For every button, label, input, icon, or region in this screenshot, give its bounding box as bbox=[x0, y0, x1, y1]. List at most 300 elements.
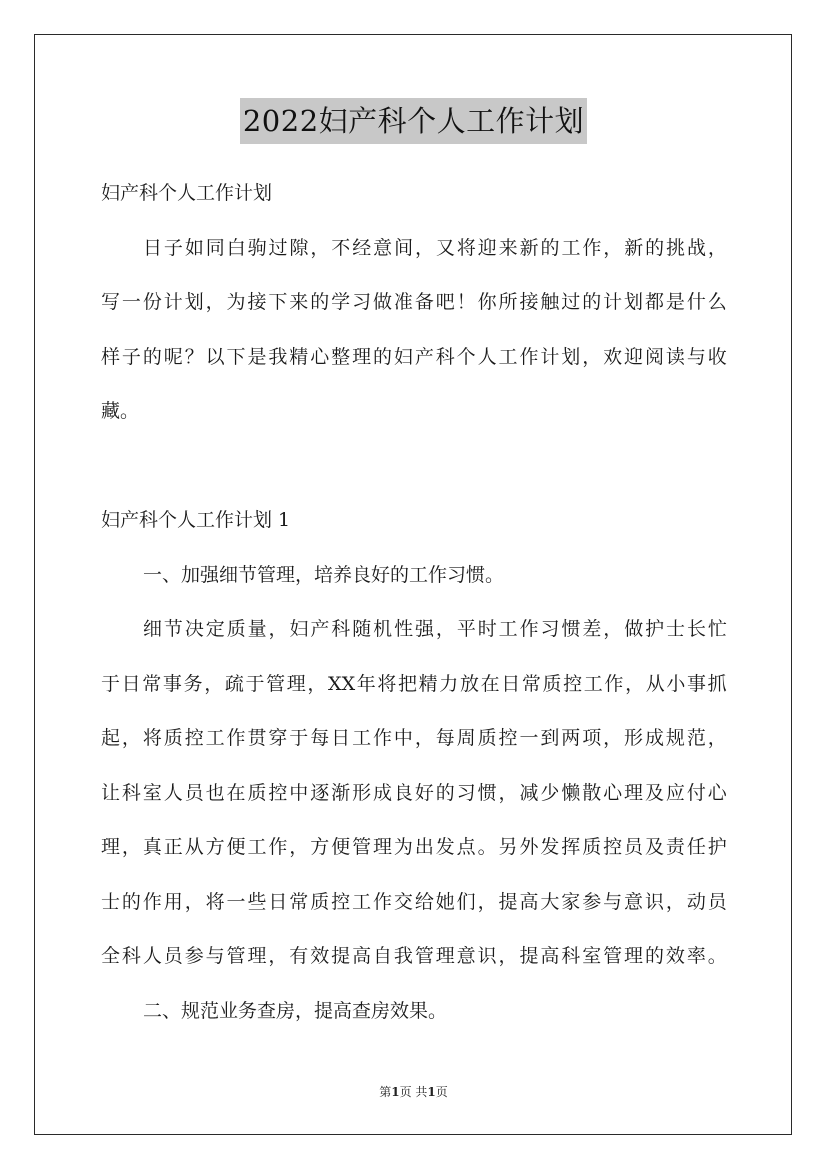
glyph: 下 bbox=[268, 291, 288, 313]
glyph: 责 bbox=[665, 836, 685, 858]
glyph: 作 bbox=[226, 727, 246, 749]
glyph: 是 bbox=[247, 345, 267, 368]
glyph: 学 bbox=[331, 291, 351, 313]
glyph: 作 bbox=[604, 672, 624, 695]
footer-page-number: 1 bbox=[391, 1085, 400, 1099]
glyph: ， bbox=[603, 618, 623, 640]
glyph: 识 bbox=[644, 890, 664, 913]
glyph: 室 bbox=[582, 945, 602, 967]
glyph: 护 bbox=[707, 836, 727, 858]
glyph: 与 bbox=[603, 890, 623, 913]
glyph: 于 bbox=[101, 672, 121, 695]
glyph: 放 bbox=[459, 672, 479, 695]
glyph: 的 bbox=[645, 236, 665, 259]
glyph: 。 bbox=[477, 836, 497, 858]
glyph: 驹 bbox=[247, 236, 267, 259]
glyph: 长 bbox=[686, 618, 706, 640]
glyph: 计 bbox=[540, 345, 560, 368]
glyph: 准 bbox=[393, 291, 413, 313]
glyph: 划 bbox=[561, 345, 581, 368]
glyph: 下 bbox=[226, 345, 246, 368]
glyph: ？ bbox=[184, 345, 204, 368]
glyph: 常 bbox=[142, 672, 162, 695]
glyph: 子 bbox=[121, 345, 141, 368]
glyph: ， bbox=[205, 291, 225, 313]
glyph: 于 bbox=[289, 727, 309, 749]
glyph: 心 bbox=[603, 781, 623, 804]
glyph: 们 bbox=[456, 890, 476, 913]
footer-suffix: 页 bbox=[435, 1085, 448, 1099]
glyph: 工 bbox=[561, 236, 581, 259]
glyph: 样 bbox=[101, 345, 121, 368]
glyph: 精 bbox=[289, 345, 309, 368]
glyph: 心 bbox=[707, 781, 727, 804]
glyph: 的 bbox=[582, 291, 602, 313]
document-title: 2022妇产科个人工作计划 bbox=[240, 98, 587, 144]
glyph: 质 bbox=[542, 672, 562, 695]
glyph: 方 bbox=[205, 836, 225, 858]
glyph: 一 bbox=[519, 727, 539, 749]
glyph: 产 bbox=[414, 345, 434, 368]
glyph: 阅 bbox=[644, 345, 664, 368]
glyph: 及 bbox=[644, 781, 664, 804]
glyph: 规 bbox=[665, 727, 685, 749]
glyph: 工 bbox=[247, 836, 267, 858]
body-line-5 bbox=[101, 820, 727, 875]
glyph: ， bbox=[603, 727, 623, 749]
glyph: 以 bbox=[205, 345, 225, 368]
glyph: 良 bbox=[393, 781, 413, 804]
intro-line-1 bbox=[101, 221, 727, 276]
glyph: 有 bbox=[289, 945, 309, 967]
glyph: 隙 bbox=[289, 236, 309, 259]
glyph: 吧 bbox=[435, 291, 455, 313]
body-line-3 bbox=[101, 711, 727, 766]
glyph: 渐 bbox=[331, 781, 351, 804]
glyph: 日 bbox=[268, 890, 288, 913]
glyph: 常 bbox=[289, 890, 309, 913]
glyph: 一 bbox=[226, 890, 246, 913]
glyph: 新 bbox=[624, 236, 644, 259]
glyph: 员 bbox=[707, 890, 727, 913]
glyph: ， bbox=[121, 836, 141, 858]
glyph: 交 bbox=[393, 890, 413, 913]
glyph: 差 bbox=[582, 618, 602, 640]
glyph: 作 bbox=[582, 236, 602, 259]
glyph: 备 bbox=[414, 291, 434, 313]
glyph: 是 bbox=[665, 291, 685, 313]
glyph: 定 bbox=[205, 618, 225, 640]
glyph: 将 bbox=[377, 672, 397, 695]
glyph: 发 bbox=[540, 836, 560, 858]
glyph: 控 bbox=[268, 781, 288, 804]
glyph: 质 bbox=[163, 727, 183, 749]
glyph: 成 bbox=[372, 781, 392, 804]
glyph: 两 bbox=[561, 727, 581, 749]
glyph: 新 bbox=[519, 236, 539, 259]
glyph: 时 bbox=[477, 618, 497, 640]
glyph: 白 bbox=[226, 236, 246, 259]
glyph: ， bbox=[582, 345, 602, 368]
glyph: 少 bbox=[540, 781, 560, 804]
glyph: 科 bbox=[435, 345, 455, 368]
glyph: 把 bbox=[398, 672, 418, 695]
glyph: 控 bbox=[331, 890, 351, 913]
glyph: 精 bbox=[418, 672, 438, 695]
glyph: 参 bbox=[184, 945, 204, 967]
glyph: 逐 bbox=[310, 781, 330, 804]
glyph: 接 bbox=[247, 291, 267, 313]
glyph: 日 bbox=[331, 727, 351, 749]
glyph: 意 bbox=[373, 236, 393, 259]
glyph: 每 bbox=[435, 727, 455, 749]
glyph: ， bbox=[268, 618, 288, 640]
glyph: 妇 bbox=[393, 345, 413, 368]
glyph: 管 bbox=[414, 945, 434, 967]
glyph: 从 bbox=[184, 836, 204, 858]
glyph: 日 bbox=[121, 672, 141, 695]
glyph: 收 bbox=[707, 345, 727, 368]
glyph: 工 bbox=[583, 672, 603, 695]
glyph: 周 bbox=[456, 727, 476, 749]
glyph: 控 bbox=[498, 727, 518, 749]
glyph: 一 bbox=[121, 291, 141, 313]
glyph: 成 bbox=[644, 727, 664, 749]
glyph: 力 bbox=[439, 672, 459, 695]
glyph: ， bbox=[435, 618, 455, 640]
glyph: 科 bbox=[121, 781, 141, 804]
glyph: 家 bbox=[561, 890, 581, 913]
glyph: 外 bbox=[519, 836, 539, 858]
footer-mid: 页 共 bbox=[399, 1085, 428, 1099]
glyph: 自 bbox=[372, 945, 392, 967]
heading-1: 一、加强细节管理，培养良好的工作习惯。 bbox=[143, 563, 505, 586]
glyph: 量 bbox=[247, 618, 267, 640]
glyph: 高 bbox=[519, 890, 539, 913]
body-line-6 bbox=[101, 875, 727, 930]
glyph: 计 bbox=[163, 291, 183, 313]
glyph: 机 bbox=[373, 618, 393, 640]
glyph: 便 bbox=[226, 836, 246, 858]
glyph: 妇 bbox=[289, 618, 309, 640]
glyph: 理 bbox=[624, 781, 644, 804]
glyph: 又 bbox=[435, 236, 455, 259]
glyph: 用 bbox=[163, 890, 183, 913]
glyph: 理 bbox=[286, 672, 306, 695]
glyph: 平 bbox=[456, 618, 476, 640]
glyph: 忙 bbox=[707, 618, 727, 640]
glyph: 间 bbox=[394, 236, 414, 259]
glyph: 的 bbox=[644, 945, 664, 967]
glyph: 她 bbox=[435, 890, 455, 913]
glyph: 应 bbox=[665, 781, 685, 804]
glyph: 份 bbox=[142, 291, 162, 313]
glyph: 管 bbox=[603, 945, 623, 967]
glyph: 护 bbox=[645, 618, 665, 640]
glyph: 做 bbox=[624, 618, 644, 640]
glyph: 整 bbox=[331, 345, 351, 368]
glyph: ， bbox=[310, 236, 330, 259]
glyph: 为 bbox=[226, 291, 246, 313]
glyph: 日 bbox=[501, 672, 521, 695]
glyph: 过 bbox=[561, 291, 581, 313]
glyph: 习 bbox=[540, 618, 560, 640]
glyph: 理 bbox=[101, 836, 121, 858]
glyph: 工 bbox=[498, 345, 518, 368]
glyph: 正 bbox=[163, 836, 183, 858]
glyph: 写 bbox=[101, 291, 121, 313]
glyph: 个 bbox=[456, 345, 476, 368]
glyph: 小 bbox=[666, 672, 686, 695]
glyph: 抓 bbox=[707, 672, 727, 695]
body-line-4 bbox=[101, 766, 727, 821]
glyph: 同 bbox=[205, 236, 225, 259]
glyph: 性 bbox=[394, 618, 414, 640]
glyph: 来 bbox=[498, 236, 518, 259]
glyph: 员 bbox=[163, 945, 183, 967]
glyph: 过 bbox=[268, 236, 288, 259]
glyph: 习 bbox=[456, 781, 476, 804]
glyph: 战 bbox=[686, 236, 706, 259]
glyph: 质 bbox=[582, 836, 602, 858]
glyph: 工 bbox=[352, 890, 372, 913]
glyph: 惯 bbox=[561, 618, 581, 640]
glyph: ， bbox=[707, 236, 727, 259]
glyph: 付 bbox=[686, 781, 706, 804]
spacer bbox=[101, 439, 727, 494]
glyph: 随 bbox=[352, 618, 372, 640]
glyph: ， bbox=[498, 945, 518, 967]
glyph: 挥 bbox=[561, 836, 581, 858]
glyph: 工 bbox=[205, 727, 225, 749]
glyph: 理 bbox=[247, 945, 267, 967]
glyph: 理 bbox=[435, 945, 455, 967]
glyph: 什 bbox=[686, 291, 706, 313]
glyph: 室 bbox=[142, 781, 162, 804]
glyph: 疏 bbox=[224, 672, 244, 695]
glyph: 不 bbox=[331, 236, 351, 259]
glyph: 士 bbox=[666, 618, 686, 640]
intro-line-4: 藏。 bbox=[101, 400, 140, 422]
heading-2: 二、规范业务查房，提高查房效果。 bbox=[143, 999, 448, 1022]
glyph: 控 bbox=[603, 836, 623, 858]
glyph: 迎 bbox=[477, 236, 497, 259]
glyph: 的 bbox=[310, 291, 330, 313]
glyph: 么 bbox=[707, 291, 727, 313]
glyph: 的 bbox=[142, 345, 162, 368]
glyph: 从 bbox=[645, 672, 665, 695]
intro-line-3 bbox=[101, 330, 727, 385]
glyph: 将 bbox=[205, 890, 225, 913]
glyph: 呢 bbox=[163, 345, 183, 368]
glyph: 经 bbox=[352, 236, 372, 259]
glyph: 都 bbox=[644, 291, 664, 313]
glyph: 控 bbox=[184, 727, 204, 749]
glyph: 中 bbox=[289, 781, 309, 804]
glyph: 识 bbox=[477, 945, 497, 967]
glyph: 事 bbox=[686, 672, 706, 695]
glyph: 动 bbox=[686, 890, 706, 913]
glyph: 强 bbox=[414, 618, 434, 640]
glyph: 工 bbox=[498, 618, 518, 640]
glyph: 质 bbox=[226, 618, 246, 640]
glyph: 迎 bbox=[624, 345, 644, 368]
glyph: ， bbox=[184, 890, 204, 913]
glyph: 质 bbox=[247, 781, 267, 804]
glyph: 为 bbox=[393, 836, 413, 858]
glyph: 高 bbox=[352, 945, 372, 967]
glyph: 发 bbox=[435, 836, 455, 858]
glyph: ， bbox=[665, 890, 685, 913]
glyph: 提 bbox=[331, 945, 351, 967]
glyph: 方 bbox=[310, 836, 330, 858]
footer-prefix: 第 bbox=[379, 1085, 392, 1099]
glyph: ， bbox=[477, 890, 497, 913]
title-container bbox=[0, 98, 827, 144]
glyph: 如 bbox=[184, 236, 204, 259]
glyph: 便 bbox=[331, 836, 351, 858]
glyph: ， bbox=[268, 945, 288, 967]
glyph: 管 bbox=[226, 945, 246, 967]
glyph: ， bbox=[498, 781, 518, 804]
glyph: 形 bbox=[624, 727, 644, 749]
glyph: 及 bbox=[644, 836, 664, 858]
glyph: 理 bbox=[372, 836, 392, 858]
glyph: ， bbox=[121, 727, 141, 749]
glyph: 在 bbox=[226, 781, 246, 804]
glyph: 管 bbox=[352, 836, 372, 858]
glyph: 科 bbox=[121, 945, 141, 967]
glyph: 人 bbox=[477, 345, 497, 368]
glyph: 年 bbox=[356, 672, 376, 695]
glyph: 接 bbox=[519, 291, 539, 313]
glyph: 员 bbox=[624, 836, 644, 858]
glyph: ， bbox=[204, 672, 224, 695]
glyph: 产 bbox=[310, 618, 330, 640]
glyph: 给 bbox=[414, 890, 434, 913]
glyph: 中 bbox=[393, 727, 413, 749]
glyph: 人 bbox=[142, 945, 162, 967]
glyph: 的 bbox=[121, 890, 141, 913]
glyph: 些 bbox=[247, 890, 267, 913]
glyph: 也 bbox=[205, 781, 225, 804]
glyph: 日 bbox=[143, 236, 163, 259]
glyph: 你 bbox=[477, 291, 497, 313]
glyph: 高 bbox=[540, 945, 560, 967]
glyph: 提 bbox=[498, 890, 518, 913]
glyph: 决 bbox=[184, 618, 204, 640]
glyph: 范 bbox=[686, 727, 706, 749]
glyph: 任 bbox=[686, 836, 706, 858]
glyph: 提 bbox=[519, 945, 539, 967]
glyph: 做 bbox=[372, 291, 392, 313]
glyph: 读 bbox=[665, 345, 685, 368]
glyph: 项 bbox=[582, 727, 602, 749]
glyph: 意 bbox=[624, 890, 644, 913]
glyph: 到 bbox=[540, 727, 560, 749]
glyph: 科 bbox=[331, 618, 351, 640]
glyph: ， bbox=[289, 836, 309, 858]
glyph: ， bbox=[414, 236, 434, 259]
glyph: 划 bbox=[184, 291, 204, 313]
glyph: 质 bbox=[310, 890, 330, 913]
glyph: 起 bbox=[101, 727, 121, 749]
glyph: 全 bbox=[101, 945, 121, 967]
glyph: 的 bbox=[372, 345, 392, 368]
glyph: 欢 bbox=[603, 345, 623, 368]
glyph: 与 bbox=[686, 345, 706, 368]
glyph: 真 bbox=[142, 836, 162, 858]
glyph: 贯 bbox=[247, 727, 267, 749]
document-body bbox=[101, 166, 727, 1038]
glyph: 作 bbox=[372, 727, 392, 749]
glyph: 工 bbox=[352, 727, 372, 749]
glyph: 让 bbox=[101, 781, 121, 804]
body-line-2 bbox=[101, 657, 727, 712]
page-footer bbox=[0, 1083, 827, 1100]
glyph: XX bbox=[328, 672, 356, 695]
glyph: 士 bbox=[101, 890, 121, 913]
subtitle: 妇产科个人工作计划 bbox=[101, 182, 273, 204]
glyph: 与 bbox=[205, 945, 225, 967]
glyph: 惯 bbox=[477, 781, 497, 804]
glyph: 减 bbox=[519, 781, 539, 804]
glyph: ， bbox=[307, 672, 327, 695]
glyph: ， bbox=[625, 672, 645, 695]
body-line-1 bbox=[101, 602, 727, 657]
glyph: 效 bbox=[310, 945, 330, 967]
glyph: 计 bbox=[603, 291, 623, 313]
glyph: 穿 bbox=[268, 727, 288, 749]
glyph: 所 bbox=[498, 291, 518, 313]
glyph: 习 bbox=[352, 291, 372, 313]
glyph: 管 bbox=[266, 672, 286, 695]
glyph: 员 bbox=[184, 781, 204, 804]
glyph: 触 bbox=[540, 291, 560, 313]
glyph: 事 bbox=[162, 672, 182, 695]
glyph: 作 bbox=[142, 890, 162, 913]
glyph: 的 bbox=[435, 781, 455, 804]
glyph: ， bbox=[707, 727, 727, 749]
glyph: 常 bbox=[521, 672, 541, 695]
glyph: 于 bbox=[245, 672, 265, 695]
glyph: 心 bbox=[310, 345, 330, 368]
footer-total-pages: 1 bbox=[427, 1085, 436, 1099]
glyph: 懒 bbox=[561, 781, 581, 804]
glyph: 控 bbox=[563, 672, 583, 695]
glyph: 划 bbox=[624, 291, 644, 313]
glyph: 意 bbox=[456, 945, 476, 967]
body-line-7 bbox=[101, 929, 727, 984]
glyph: 的 bbox=[540, 236, 560, 259]
glyph: 另 bbox=[498, 836, 518, 858]
glyph: ， bbox=[603, 236, 623, 259]
glyph: 理 bbox=[352, 345, 372, 368]
glyph: 细 bbox=[143, 618, 163, 640]
glyph: 将 bbox=[456, 236, 476, 259]
glyph: 人 bbox=[163, 781, 183, 804]
glyph: 作 bbox=[519, 618, 539, 640]
section-title: 妇产科个人工作计划 1 bbox=[101, 509, 291, 531]
glyph: 形 bbox=[352, 781, 372, 804]
glyph: 来 bbox=[289, 291, 309, 313]
glyph: 理 bbox=[624, 945, 644, 967]
glyph: 参 bbox=[582, 890, 602, 913]
glyph: 作 bbox=[268, 836, 288, 858]
glyph: 将 bbox=[142, 727, 162, 749]
glyph: 率 bbox=[686, 945, 706, 967]
glyph: 大 bbox=[540, 890, 560, 913]
